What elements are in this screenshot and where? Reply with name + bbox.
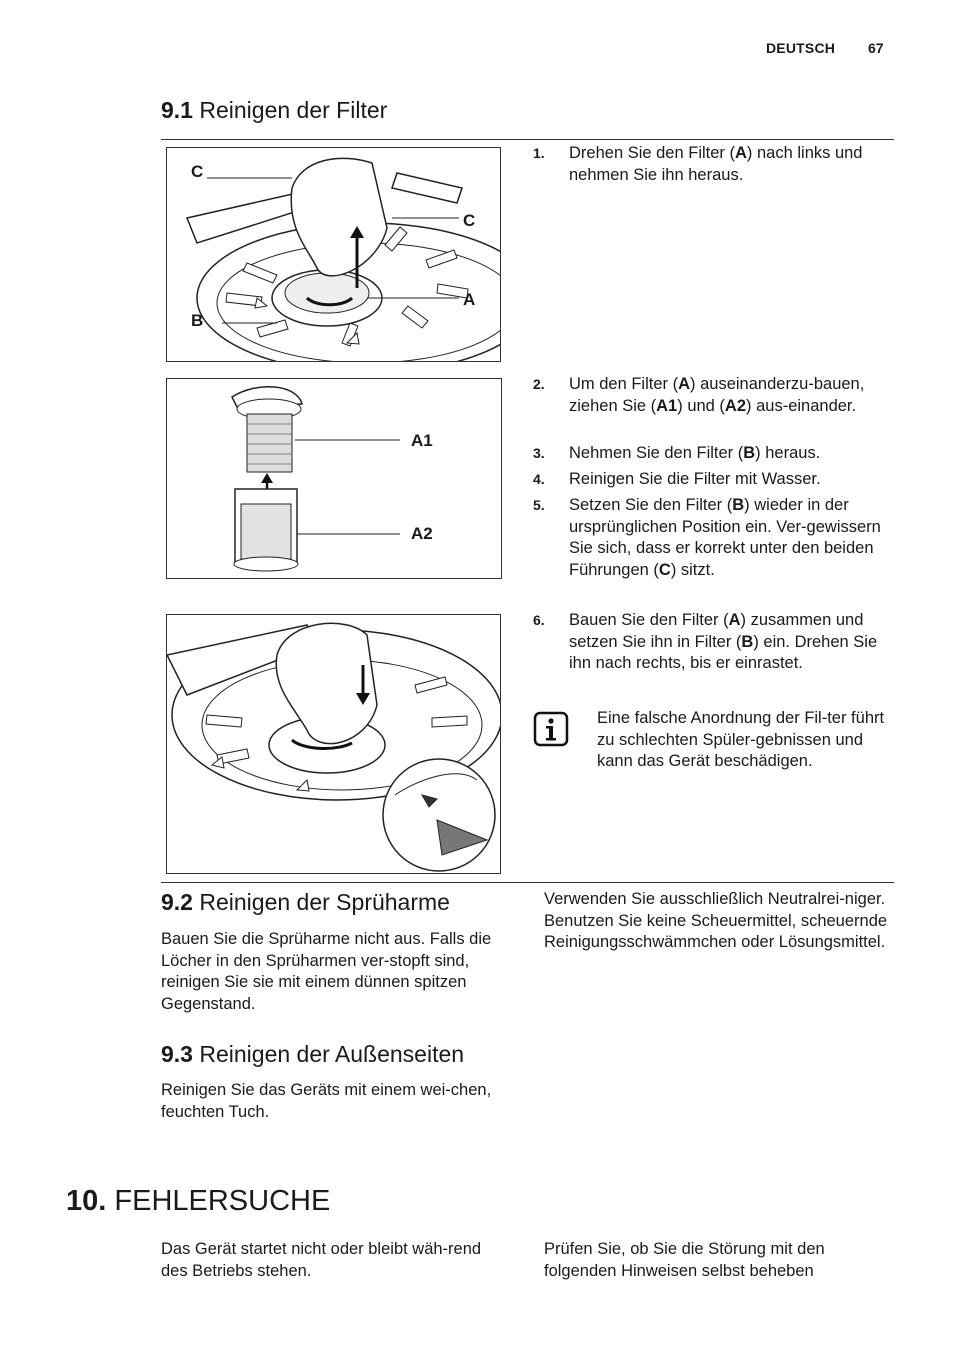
info-note-text: Eine falsche Anordnung der Fil-ter führt zu schlechten Spüler-gebnissen und kann das Gerät beschädigen. bbox=[597, 709, 885, 770]
figure-filter-insert bbox=[166, 614, 501, 874]
section-divider bbox=[161, 139, 894, 140]
step-1-number: 1. bbox=[533, 145, 545, 161]
step-4-number: 4. bbox=[533, 471, 545, 487]
step-2-text: Um den Filter (A) auseinanderzu-bauen, ziehen Sie (A1) und (A2) aus-einander. bbox=[569, 375, 865, 415]
bold-ref: A bbox=[678, 375, 691, 393]
bold-ref: A2 bbox=[724, 396, 747, 415]
header-language: DEUTSCH bbox=[766, 40, 836, 56]
section-9-2-title: Reinigen der Sprüharme bbox=[199, 889, 450, 915]
figure-filter-removal bbox=[166, 147, 501, 362]
bold-ref: B bbox=[732, 496, 745, 514]
section-9-3-title: Reinigen der Außenseiten bbox=[199, 1041, 465, 1067]
label-c-right: C bbox=[463, 211, 476, 230]
label-a2: A2 bbox=[411, 524, 433, 543]
step-5-number: 5. bbox=[533, 497, 545, 513]
bold-ref: C bbox=[658, 560, 671, 579]
filter-parts-illustration bbox=[167, 379, 501, 578]
section-divider bbox=[161, 882, 894, 883]
section-9-3-body: Reinigen Sie das Geräts mit einem wei-chen, feuchten Tuch. bbox=[161, 1081, 492, 1121]
chapter-10-title: FEHLERSUCHE bbox=[114, 1185, 331, 1217]
filter-insert-illustration bbox=[167, 615, 500, 873]
chapter-10-number: 10. bbox=[66, 1185, 107, 1217]
section-9-2-heading bbox=[161, 888, 450, 916]
chapter-10-right-text: Prüfen Sie, ob Sie die Störung mit den folgenden Hinweisen selbst beheben bbox=[544, 1240, 825, 1280]
step-2-number: 2. bbox=[533, 376, 545, 392]
bold-ref: A bbox=[735, 144, 747, 162]
chapter-10-left-text: Das Gerät startet nicht oder bleibt wäh-rend des Betriebs stehen. bbox=[161, 1240, 482, 1280]
section-9-2-number: 9.2 bbox=[161, 889, 193, 915]
chapter-10-heading bbox=[66, 1184, 330, 1218]
step-3-text: Nehmen Sie den Filter (B) heraus. bbox=[569, 444, 821, 462]
filter-removal-illustration bbox=[167, 148, 500, 361]
label-a1: A1 bbox=[411, 431, 433, 450]
section-9-3-number: 9.3 bbox=[161, 1041, 193, 1067]
section-9-3-heading bbox=[161, 1040, 464, 1068]
step-1-text: Drehen Sie den Filter (A) nach links und nehmen Sie ihn heraus. bbox=[569, 144, 863, 184]
step-4-text: Reinigen Sie die Filter mit Wasser. bbox=[569, 470, 821, 488]
label-a: A bbox=[463, 290, 476, 309]
page-number: 67 bbox=[868, 40, 884, 56]
label-c-top: C bbox=[191, 162, 204, 181]
info-icon bbox=[533, 711, 569, 747]
section-9-1-heading bbox=[161, 96, 387, 124]
bold-ref: A1 bbox=[656, 396, 678, 415]
bold-ref: A bbox=[728, 611, 741, 629]
section-9-2-body: Bauen Sie die Sprüharme nicht aus. Falls die Löcher in den Sprüharmen ver-stopft sind, reinigen Sie sie mit einem dünnen spitzen Gegenstand. bbox=[161, 930, 492, 1013]
step-6-number: 6. bbox=[533, 612, 545, 628]
figure-filter-parts bbox=[166, 378, 502, 579]
step-6-text: Bauen Sie den Filter (A) zusammen und setzen Sie ihn in Filter (B) ein. Drehen Sie ihn nach rechts, bis er einrastet. bbox=[569, 611, 878, 672]
bold-ref: B bbox=[743, 444, 756, 462]
cleaning-agents-note: Verwenden Sie ausschließlich Neutralrei-niger. Benutzen Sie keine Scheuermittel, scheuernde Reinigungsschwämmchen oder Lösungsmittel. bbox=[544, 890, 888, 951]
section-9-1-title: Reinigen der Filter bbox=[199, 97, 388, 123]
bold-ref: B bbox=[741, 632, 754, 651]
label-b: B bbox=[191, 311, 204, 330]
step-3-number: 3. bbox=[533, 445, 545, 461]
section-9-1-number: 9.1 bbox=[161, 97, 193, 123]
step-5-text: Setzen Sie den Filter (B) wieder in der ursprünglichen Position ein. Ver-gewissern Sie sich, dass er korrekt unter den beiden Führungen (C) sitzt. bbox=[569, 496, 881, 579]
